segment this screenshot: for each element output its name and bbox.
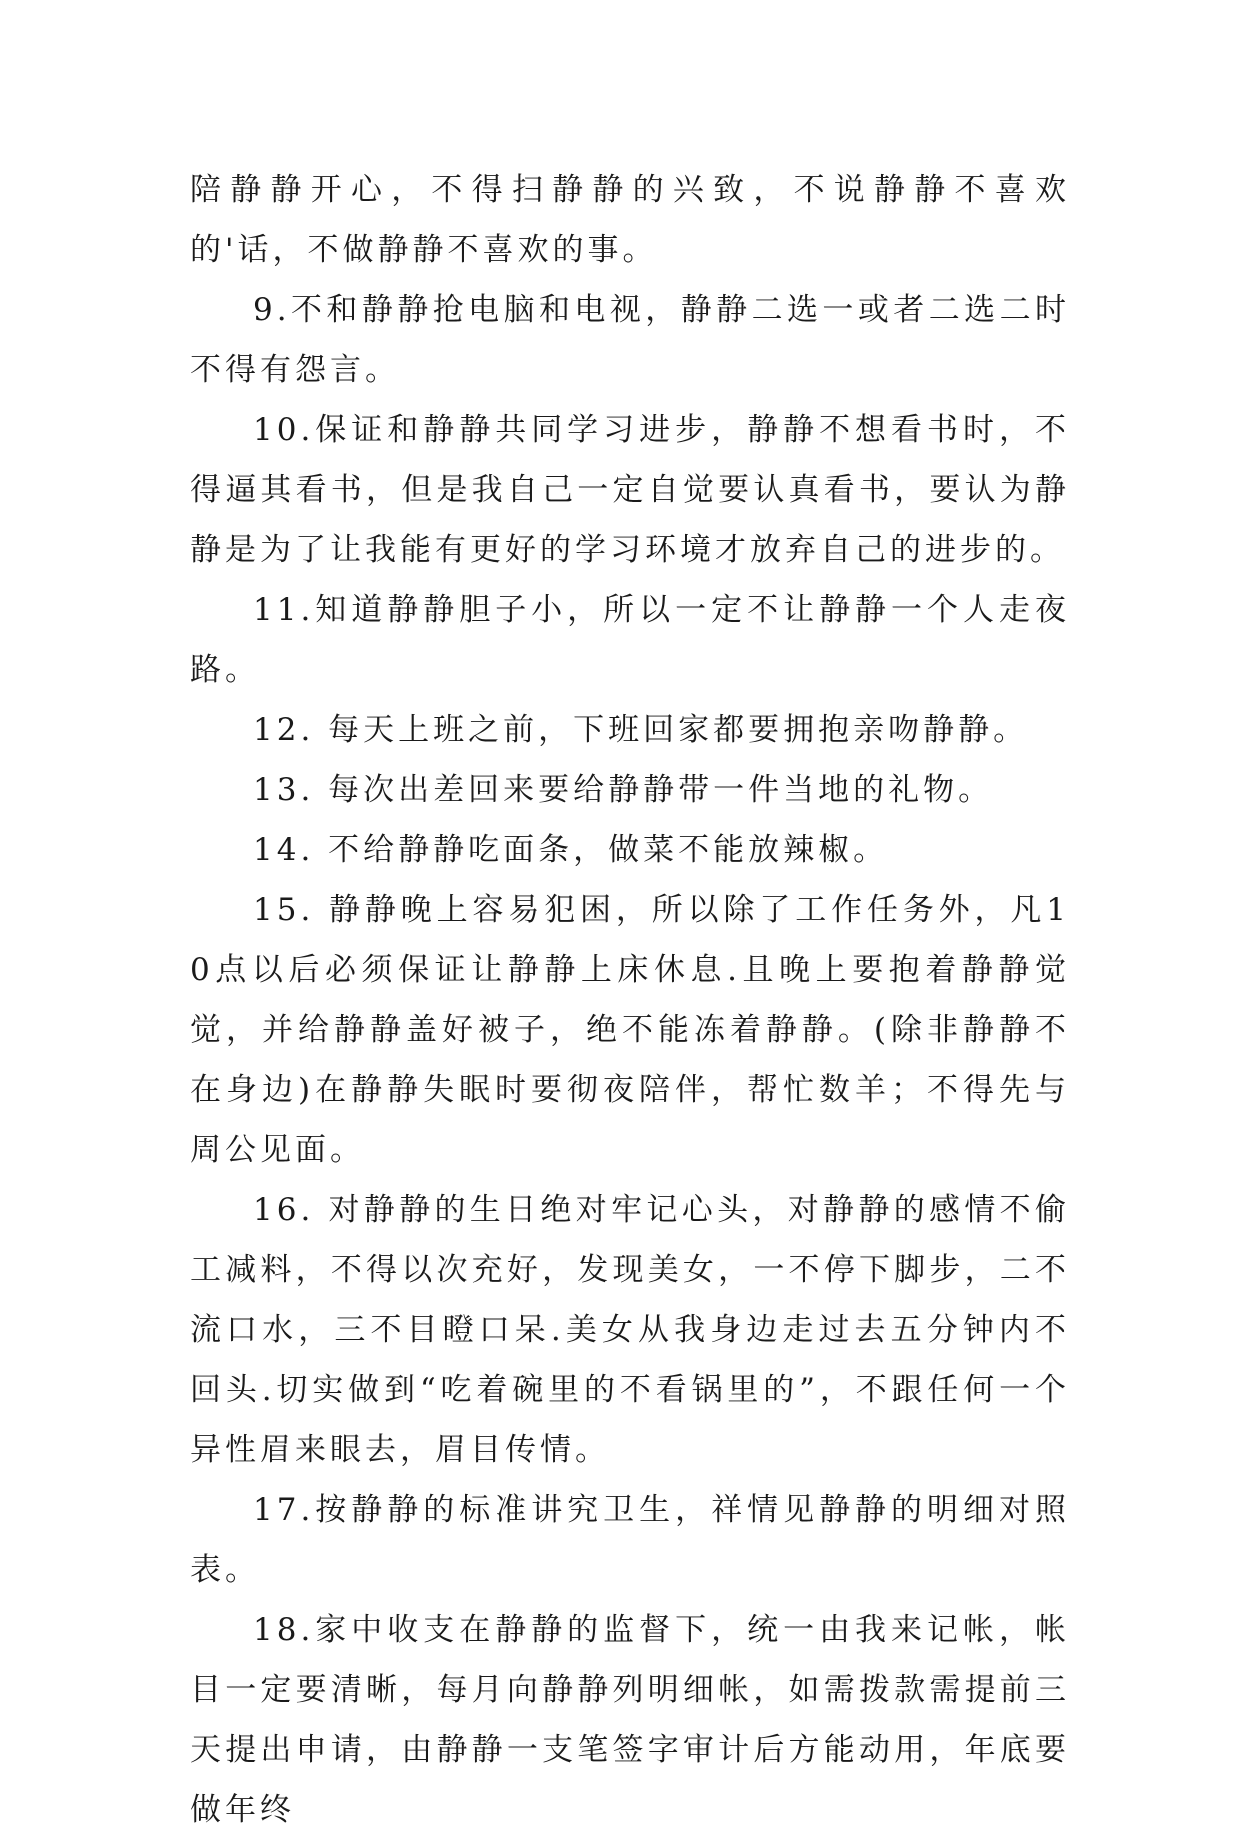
paragraph-item-9: 9.不和静静抢电脑和电视，静静二选一或者二选二时不得有怨言。 [190,292,1070,388]
paragraph-item-12: 12. 每天上班之前，下班回家都要拥抱亲吻静静。 [253,712,1029,748]
paragraph-item-17: 17.按静静的标准讲究卫生，祥情见静静的明细对照表。 [190,1492,1070,1588]
paragraph-item-13: 13. 每次出差回来要给静静带一件当地的礼物。 [253,772,994,808]
paragraph-continuation: 陪静静开心，不得扫静静的兴致，不说静静不喜欢的'话，不做静静不喜欢的事。 [190,172,1070,268]
document-body [190,160,1070,1840]
paragraph-item-10: 10.保证和静静共同学习进步，静静不想看书时，不得逼其看书，但是我自己一定自觉要认真看书，要认为静静是为了让我能有更好的学习环境才放弃自己的进步的。 [190,412,1070,568]
paragraph-item-18: 18.家中收支在静静的监督下，统一由我来记帐，帐目一定要清晰，每月向静静列明细帐，如需拨款需提前三天提出申请，由静静一支笔签字审计后方能动用，年底要做年终 [190,1612,1070,1828]
paragraph-item-14: 14. 不给静静吃面条，做菜不能放辣椒。 [253,832,889,868]
paragraph-item-11: 11.知道静静胆子小，所以一定不让静静一个人走夜路。 [190,592,1070,688]
paragraph-item-15: 15. 静静晚上容易犯困，所以除了工作任务外，凡10点以后必须保证让静静上床休息.且晚上要抱着静静觉觉，并给静静盖好被子，绝不能冻着静静。(除非静静不在身边)在静静失眠时要彻夜陪伴，帮忙数羊；不得先与周公见面。 [190,892,1070,1168]
paragraph-item-16: 16. 对静静的生日绝对牢记心头，对静静的感情不偷工减料，不得以次充好，发现美女，一不停下脚步，二不流口水，三不目瞪口呆.美女从我身边走过去五分钟内不回头.切实做到“吃着碗里的不看锅里的”，不跟任何一个异性眉来眼去，眉目传情。 [190,1192,1070,1468]
